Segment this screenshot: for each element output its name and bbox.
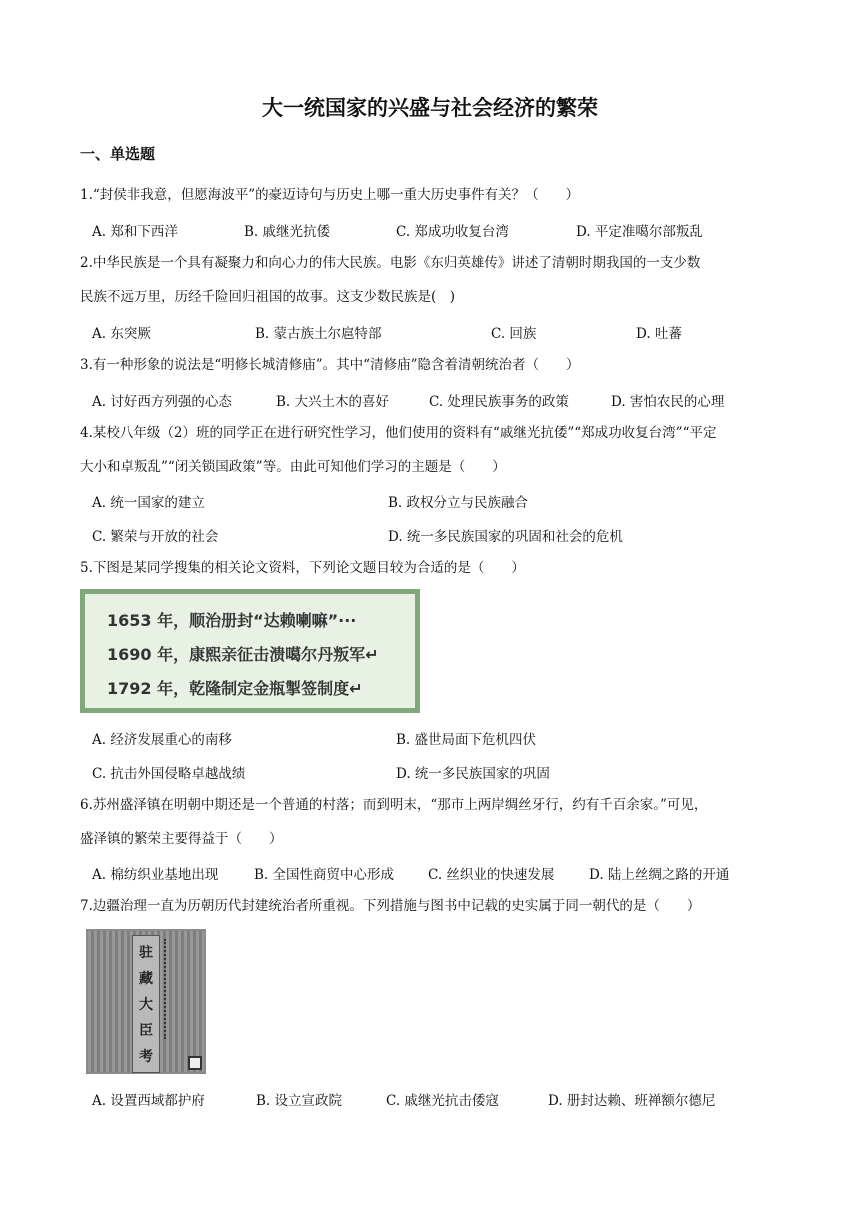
- question-4-option-c[interactable]: C. 繁荣与开放的社会: [92, 529, 219, 545]
- question-4-stem-line-1: 4.某校八年级（2）班的同学正在进行研究性学习，他们使用的资料有“戚继光抗倭”“郑成功收复台湾”“平定: [80, 425, 717, 441]
- question-7-option-c[interactable]: C. 戚继光抗击倭寇: [386, 1093, 499, 1109]
- book-title-label: [132, 935, 160, 1073]
- question-5-option-d[interactable]: D. 统一多民族国家的巩固: [396, 766, 550, 782]
- question-3-option-a[interactable]: A. 讨好西方列强的心态: [92, 394, 232, 410]
- question-6-option-a[interactable]: A. 棉纺织业基地出现: [92, 867, 219, 883]
- question-6-option-b[interactable]: B. 全国性商贸中心形成: [254, 867, 395, 883]
- question-4-option-d[interactable]: D. 统一多民族国家的巩固和社会的危机: [388, 529, 623, 545]
- question-2-option-d[interactable]: D. 吐蕃: [636, 326, 682, 342]
- question-2-stem-line-1: 2.中华民族是一个具有凝聚力和向心力的伟大民族。电影《东归英雄传》讲述了清朝时期我国的一支少数: [80, 255, 701, 271]
- section-heading: 一、单选题: [80, 145, 156, 163]
- question-2-option-b[interactable]: B. 蒙古族土尔扈特部: [255, 326, 382, 342]
- question-7-book-image: [86, 929, 206, 1074]
- corner-stamp-icon: [188, 1056, 202, 1070]
- question-4-option-a[interactable]: A. 统一国家的建立: [92, 495, 205, 511]
- question-5-option-b[interactable]: B. 盛世局面下危机四伏: [396, 732, 537, 748]
- question-5-stem: 5.下图是某同学搜集的相关论文资料，下列论文题目较为合适的是（ ）: [80, 560, 525, 576]
- image-line-1653: 1653 年，顺治册封“达赖喇嘛”···: [107, 611, 357, 630]
- question-6-option-d[interactable]: D. 陆上丝绸之路的开通: [589, 867, 730, 883]
- page-title: 大一统国家的兴盛与社会经济的繁荣: [262, 96, 598, 120]
- question-6-option-c[interactable]: C. 丝织业的快速发展: [428, 867, 555, 883]
- book-title-char: 大: [139, 997, 153, 1013]
- book-title-char: 藏: [139, 971, 153, 987]
- book-side-text: [164, 939, 172, 1039]
- question-2-option-c[interactable]: C. 回族: [491, 326, 537, 342]
- question-4-stem-line-2: 大小和卓叛乱”“闭关锁国政策”等。由此可知他们学习的主题是（ ）: [80, 459, 506, 475]
- question-3-option-b[interactable]: B. 大兴土木的喜好: [276, 394, 390, 410]
- question-1-option-b[interactable]: B. 戚继光抗倭: [244, 224, 331, 240]
- question-6-stem-line-1: 6.苏州盛泽镇在明朝中期还是一个普通的村落；而到明末，“那市上两岸绸丝牙行，约有千百余家。”可见，: [80, 797, 708, 813]
- question-2-stem-line-2: 民族不远万里，历经千险回归祖国的故事。这支少数民族是( ): [80, 289, 456, 305]
- question-1-option-a[interactable]: A. 郑和下西洋: [92, 224, 178, 240]
- question-6-stem-line-2: 盛泽镇的繁荣主要得益于（ ）: [80, 831, 283, 847]
- question-1-stem: 1.“封侯非我意，但愿海波平”的豪迈诗句与历史上哪一重大历史事件有关？（ ）: [80, 187, 580, 203]
- question-5-option-a[interactable]: A. 经济发展重心的南移: [92, 732, 232, 748]
- question-1-option-c[interactable]: C. 郑成功收复台湾: [396, 224, 509, 240]
- question-2-option-a[interactable]: A. 东突厥: [92, 326, 151, 342]
- question-7-option-b[interactable]: B. 设立宣政院: [256, 1093, 343, 1109]
- question-3-stem: 3.有一种形象的说法是“明修长城清修庙”。其中“清修庙”隐含着清朝统治者（ ）: [80, 357, 580, 373]
- question-7-option-a[interactable]: A. 设置西域都护府: [92, 1093, 205, 1109]
- image-line-1792: 1792 年，乾隆制定金瓶掣签制度↵: [107, 679, 363, 698]
- question-7-option-d[interactable]: D. 册封达赖、班禅额尔德尼: [548, 1093, 716, 1109]
- image-line-1690: 1690 年，康熙亲征击溃噶尔丹叛军↵: [107, 645, 379, 664]
- question-3-option-c[interactable]: C. 处理民族事务的政策: [429, 394, 569, 410]
- question-4-option-b[interactable]: B. 政权分立与民族融合: [388, 495, 529, 511]
- book-title-char: 臣: [139, 1023, 153, 1039]
- question-3-option-d[interactable]: D. 害怕农民的心理: [611, 394, 725, 410]
- question-5-image: [80, 589, 420, 713]
- question-5-option-c[interactable]: C. 抗击外国侵略卓越战绩: [92, 766, 246, 782]
- question-1-option-d[interactable]: D. 平定准噶尔部叛乱: [576, 224, 703, 240]
- question-7-stem: 7.边疆治理一直为历朝历代封建统治者所重视。下列措施与图书中记载的史实属于同一朝代的是（ ）: [80, 898, 701, 914]
- book-title-char: 驻: [139, 945, 153, 961]
- book-title-char: 考: [139, 1049, 153, 1065]
